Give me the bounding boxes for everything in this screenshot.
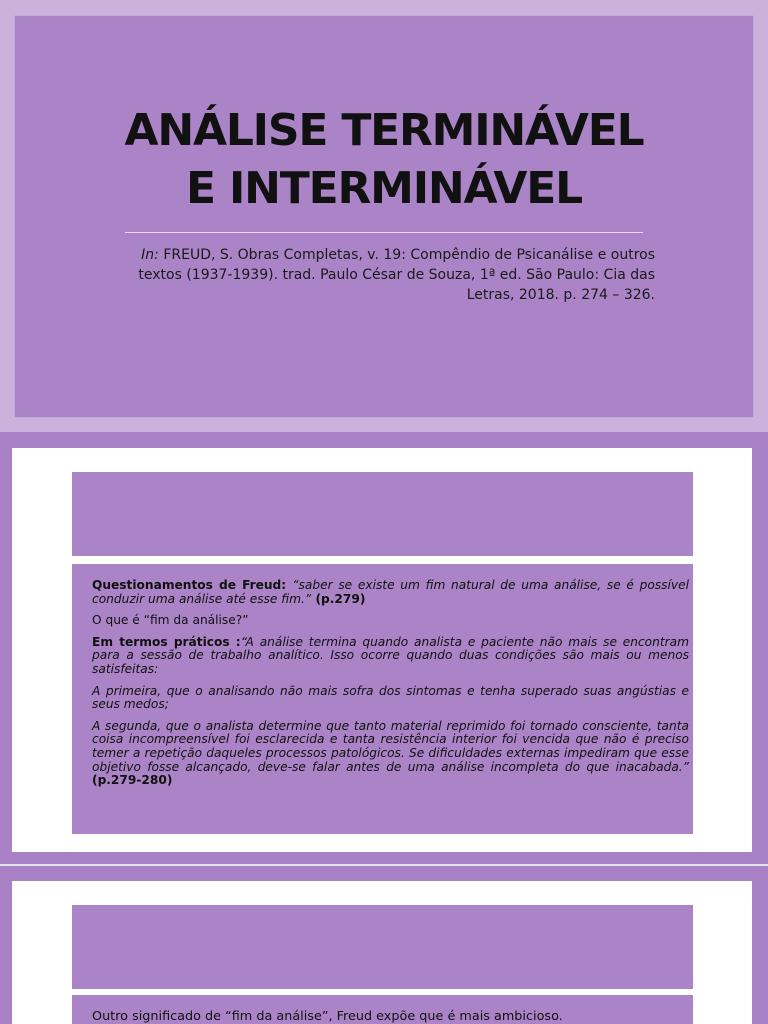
- citation: [110, 245, 655, 305]
- primeira-condicao: A primeira, que o analisando não mais sofra dos sintomas e tenha superado suas angústias e seus medos;: [92, 683, 689, 712]
- citation-line-3: Letras, 2018. p. 274 – 326.: [466, 287, 655, 303]
- citation-line-1: FREUD, S. Obras Completas, v. 19: Compêndio de Psicanálise e outros: [158, 247, 655, 263]
- slide-3: [0, 866, 768, 1024]
- fim-da-analise-question: O que é “fim da análise?”: [92, 613, 249, 628]
- paragraph-fim-da-analise: [92, 614, 689, 628]
- slide-2-header-box: [72, 472, 693, 556]
- citation-line-2: textos (1937-1939). trad. Paulo César de Souza, 1ª ed. São Paulo: Cia das: [138, 267, 655, 283]
- title-line-1: ANÁLISE TERMINÁVEL: [124, 105, 644, 156]
- termos-praticos-quote: “A análise termina quando analista e paciente não mais se encontram para a sessão de trabalho analítico. Isso ocorre quando duas condições são mais ou menos satisfeitas:: [92, 634, 689, 676]
- paragraph-termos-praticos: [92, 636, 689, 677]
- title-divider: [125, 232, 643, 233]
- termos-praticos-lead: Em termos práticos :: [92, 634, 241, 649]
- citation-in-label: In:: [141, 247, 159, 263]
- questionamentos-ref: (p.279): [311, 591, 366, 606]
- slide-title: [0, 102, 768, 218]
- outro-significado-text: Outro significado de “fim da análise”, Freud expõe que é mais ambicioso.: [92, 1009, 563, 1024]
- questionamentos-quote: “saber se existe um fim natural de uma análise, se é possível conduzir uma análise até esse fim.”: [92, 578, 689, 606]
- segunda-condicao-ref: (p.279-280): [92, 773, 173, 788]
- slide-3-content-box: [72, 995, 693, 1024]
- paragraph-primeira: [92, 685, 689, 712]
- slide-1: [0, 0, 768, 432]
- slide-2-content-box: [72, 564, 693, 834]
- title-line-2: E INTERMINÁVEL: [186, 163, 582, 214]
- segunda-condicao: A segunda, que o analista determine que tanto material reprimido foi tornado consciente, tanta coisa incompreensível foi esclarecida e tanta resistência interior foi vencida que não é preciso temer a repetição daqueles processos patológicos. Se dificuldades externas impediram que esse objetivo fosse alcançado, deve-se falar antes de uma análise incompleta do que inacabada.”: [92, 718, 689, 774]
- slide-3-canvas: [12, 881, 752, 1024]
- paragraph-questionamentos: [92, 579, 689, 606]
- slide-3-header-box: [72, 905, 693, 989]
- paragraph-segunda: [92, 720, 689, 788]
- questionamentos-lead: Questionamentos de Freud:: [92, 578, 293, 592]
- slide-2: [0, 432, 768, 864]
- slide-2-canvas: [12, 448, 752, 852]
